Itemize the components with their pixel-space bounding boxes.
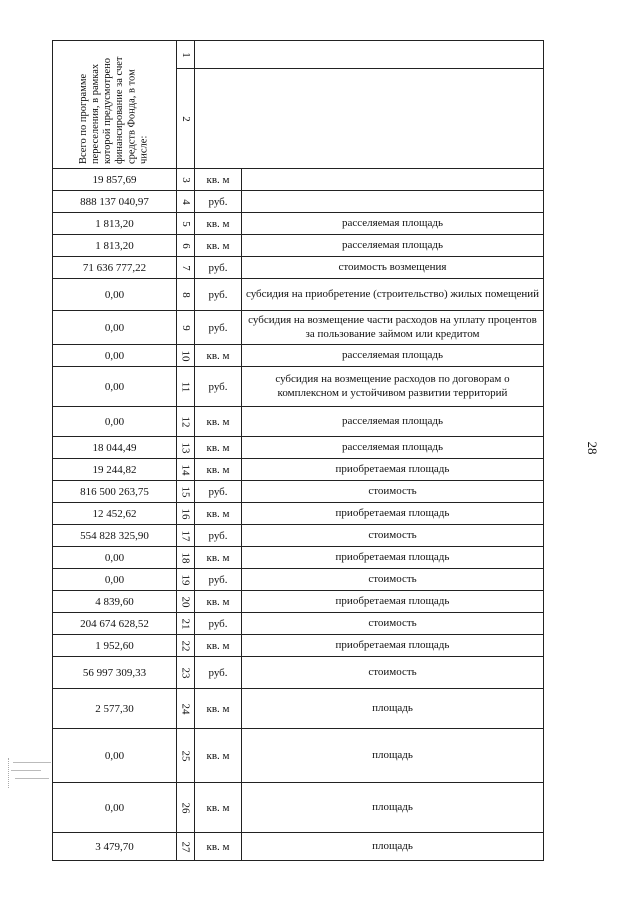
row-number-cell: 22 <box>177 635 195 657</box>
unit-cell: руб. <box>195 279 242 311</box>
unit-cell: кв. м <box>195 407 242 437</box>
header-index-2: 2 <box>177 69 195 169</box>
unit-cell: кв. м <box>195 345 242 367</box>
value-cell: 2 577,30 <box>53 689 177 729</box>
table-row <box>53 257 544 279</box>
table-row <box>53 569 544 591</box>
row-number-cell: 5 <box>177 213 195 235</box>
description-cell: приобретаемая площадь <box>242 591 544 613</box>
table-row <box>53 635 544 657</box>
unit-cell: кв. м <box>195 689 242 729</box>
description-cell: субсидия на возмещение части расходов на уплату процентов за пользование займом или кредитом <box>242 311 544 345</box>
description-cell: стоимость <box>242 525 544 547</box>
header-empty-cell-2 <box>195 69 544 169</box>
unit-cell: кв. м <box>195 459 242 481</box>
description-cell: стоимость <box>242 657 544 689</box>
row-number-cell: 20 <box>177 591 195 613</box>
row-number-cell: 14 <box>177 459 195 481</box>
row-number-cell: 13 <box>177 437 195 459</box>
row-number-cell: 4 <box>177 191 195 213</box>
value-cell: 71 636 777,22 <box>53 257 177 279</box>
unit-cell: кв. м <box>195 729 242 783</box>
description-cell: субсидия на возмещение расходов по договорам о комплексном и устойчивом развитии территорий <box>242 367 544 407</box>
description-cell: приобретаемая площадь <box>242 635 544 657</box>
table-row <box>53 591 544 613</box>
value-cell: 1 952,60 <box>53 635 177 657</box>
unit-cell: руб. <box>195 191 242 213</box>
unit-cell: кв. м <box>195 213 242 235</box>
row-number-cell: 3 <box>177 169 195 191</box>
row-number-cell: 9 <box>177 311 195 345</box>
row-number-cell: 8 <box>177 279 195 311</box>
table-row <box>53 833 544 861</box>
table-row <box>53 547 544 569</box>
unit-cell: кв. м <box>195 235 242 257</box>
value-cell: 0,00 <box>53 547 177 569</box>
header-index-1: 1 <box>177 41 195 69</box>
unit-cell: руб. <box>195 525 242 547</box>
row-number-cell: 7 <box>177 257 195 279</box>
description-cell: расселяемая площадь <box>242 407 544 437</box>
row-number-cell: 19 <box>177 569 195 591</box>
page-number: 28 <box>585 441 600 455</box>
description-cell: расселяемая площадь <box>242 345 544 367</box>
description-cell: стоимость <box>242 613 544 635</box>
unit-cell: кв. м <box>195 547 242 569</box>
table-row <box>53 657 544 689</box>
table-row <box>53 481 544 503</box>
table-row <box>53 407 544 437</box>
table-row <box>53 345 544 367</box>
description-cell <box>242 169 544 191</box>
table-row <box>53 525 544 547</box>
row-number-cell: 10 <box>177 345 195 367</box>
unit-cell: руб. <box>195 613 242 635</box>
row-number-cell: 18 <box>177 547 195 569</box>
value-cell: 4 839,60 <box>53 591 177 613</box>
row-number-cell: 16 <box>177 503 195 525</box>
unit-cell: кв. м <box>195 437 242 459</box>
row-number-cell: 24 <box>177 689 195 729</box>
table-row <box>53 459 544 481</box>
table-row <box>53 169 544 191</box>
description-cell: площадь <box>242 833 544 861</box>
description-cell: приобретаемая площадь <box>242 459 544 481</box>
description-cell: стоимость возмещения <box>242 257 544 279</box>
value-cell: 0,00 <box>53 569 177 591</box>
row-number-cell: 15 <box>177 481 195 503</box>
unit-cell: руб. <box>195 257 242 279</box>
unit-cell: руб. <box>195 657 242 689</box>
row-number-cell: 23 <box>177 657 195 689</box>
description-cell: расселяемая площадь <box>242 213 544 235</box>
value-cell: 0,00 <box>53 783 177 833</box>
value-cell: 3 479,70 <box>53 833 177 861</box>
description-cell <box>242 191 544 213</box>
description-cell: стоимость <box>242 481 544 503</box>
row-number-cell: 21 <box>177 613 195 635</box>
table-row <box>53 437 544 459</box>
scan-artifact <box>8 758 55 788</box>
header-empty-cell <box>195 41 544 69</box>
unit-cell: кв. м <box>195 169 242 191</box>
value-cell: 0,00 <box>53 279 177 311</box>
unit-cell: кв. м <box>195 591 242 613</box>
description-cell: площадь <box>242 729 544 783</box>
unit-cell: кв. м <box>195 503 242 525</box>
unit-cell: кв. м <box>195 783 242 833</box>
row-number-cell: 25 <box>177 729 195 783</box>
table-row <box>53 367 544 407</box>
value-cell: 56 997 309,33 <box>53 657 177 689</box>
table-row <box>53 311 544 345</box>
unit-cell: руб. <box>195 367 242 407</box>
description-cell: приобретаемая площадь <box>242 547 544 569</box>
description-cell: площадь <box>242 783 544 833</box>
table-row <box>53 783 544 833</box>
value-cell: 18 044,49 <box>53 437 177 459</box>
header-label: Всего по программе переселения, в рамках которой предусмотрено финансирование за счет средств Фонда, в том числе: <box>78 55 150 164</box>
row-number-cell: 11 <box>177 367 195 407</box>
unit-cell: руб. <box>195 481 242 503</box>
description-cell: приобретаемая площадь <box>242 503 544 525</box>
table-row <box>53 503 544 525</box>
value-cell: 204 674 628,52 <box>53 613 177 635</box>
header-label-cell <box>53 41 177 169</box>
unit-cell: руб. <box>195 569 242 591</box>
index-row <box>53 41 544 69</box>
program-table <box>52 40 544 861</box>
description-cell: расселяемая площадь <box>242 437 544 459</box>
value-cell: 19 857,69 <box>53 169 177 191</box>
table-row <box>53 729 544 783</box>
value-cell: 0,00 <box>53 345 177 367</box>
value-cell: 19 244,82 <box>53 459 177 481</box>
value-cell: 0,00 <box>53 367 177 407</box>
description-cell: площадь <box>242 689 544 729</box>
table-row <box>53 279 544 311</box>
description-cell: стоимость <box>242 569 544 591</box>
value-cell: 816 500 263,75 <box>53 481 177 503</box>
description-cell: расселяемая площадь <box>242 235 544 257</box>
row-number-cell: 17 <box>177 525 195 547</box>
table-row <box>53 689 544 729</box>
row-number-cell: 27 <box>177 833 195 861</box>
value-cell: 1 813,20 <box>53 235 177 257</box>
row-number-cell: 12 <box>177 407 195 437</box>
unit-cell: руб. <box>195 311 242 345</box>
value-cell: 0,00 <box>53 311 177 345</box>
description-cell: субсидия на приобретение (строительство) жилых помещений <box>242 279 544 311</box>
table-row <box>53 613 544 635</box>
value-cell: 1 813,20 <box>53 213 177 235</box>
value-cell: 12 452,62 <box>53 503 177 525</box>
table-row <box>53 235 544 257</box>
value-cell: 0,00 <box>53 407 177 437</box>
unit-cell: кв. м <box>195 635 242 657</box>
value-cell: 888 137 040,97 <box>53 191 177 213</box>
row-number-cell: 6 <box>177 235 195 257</box>
value-cell: 554 828 325,90 <box>53 525 177 547</box>
table-row <box>53 191 544 213</box>
unit-cell: кв. м <box>195 833 242 861</box>
table-row <box>53 213 544 235</box>
value-cell: 0,00 <box>53 729 177 783</box>
row-number-cell: 26 <box>177 783 195 833</box>
